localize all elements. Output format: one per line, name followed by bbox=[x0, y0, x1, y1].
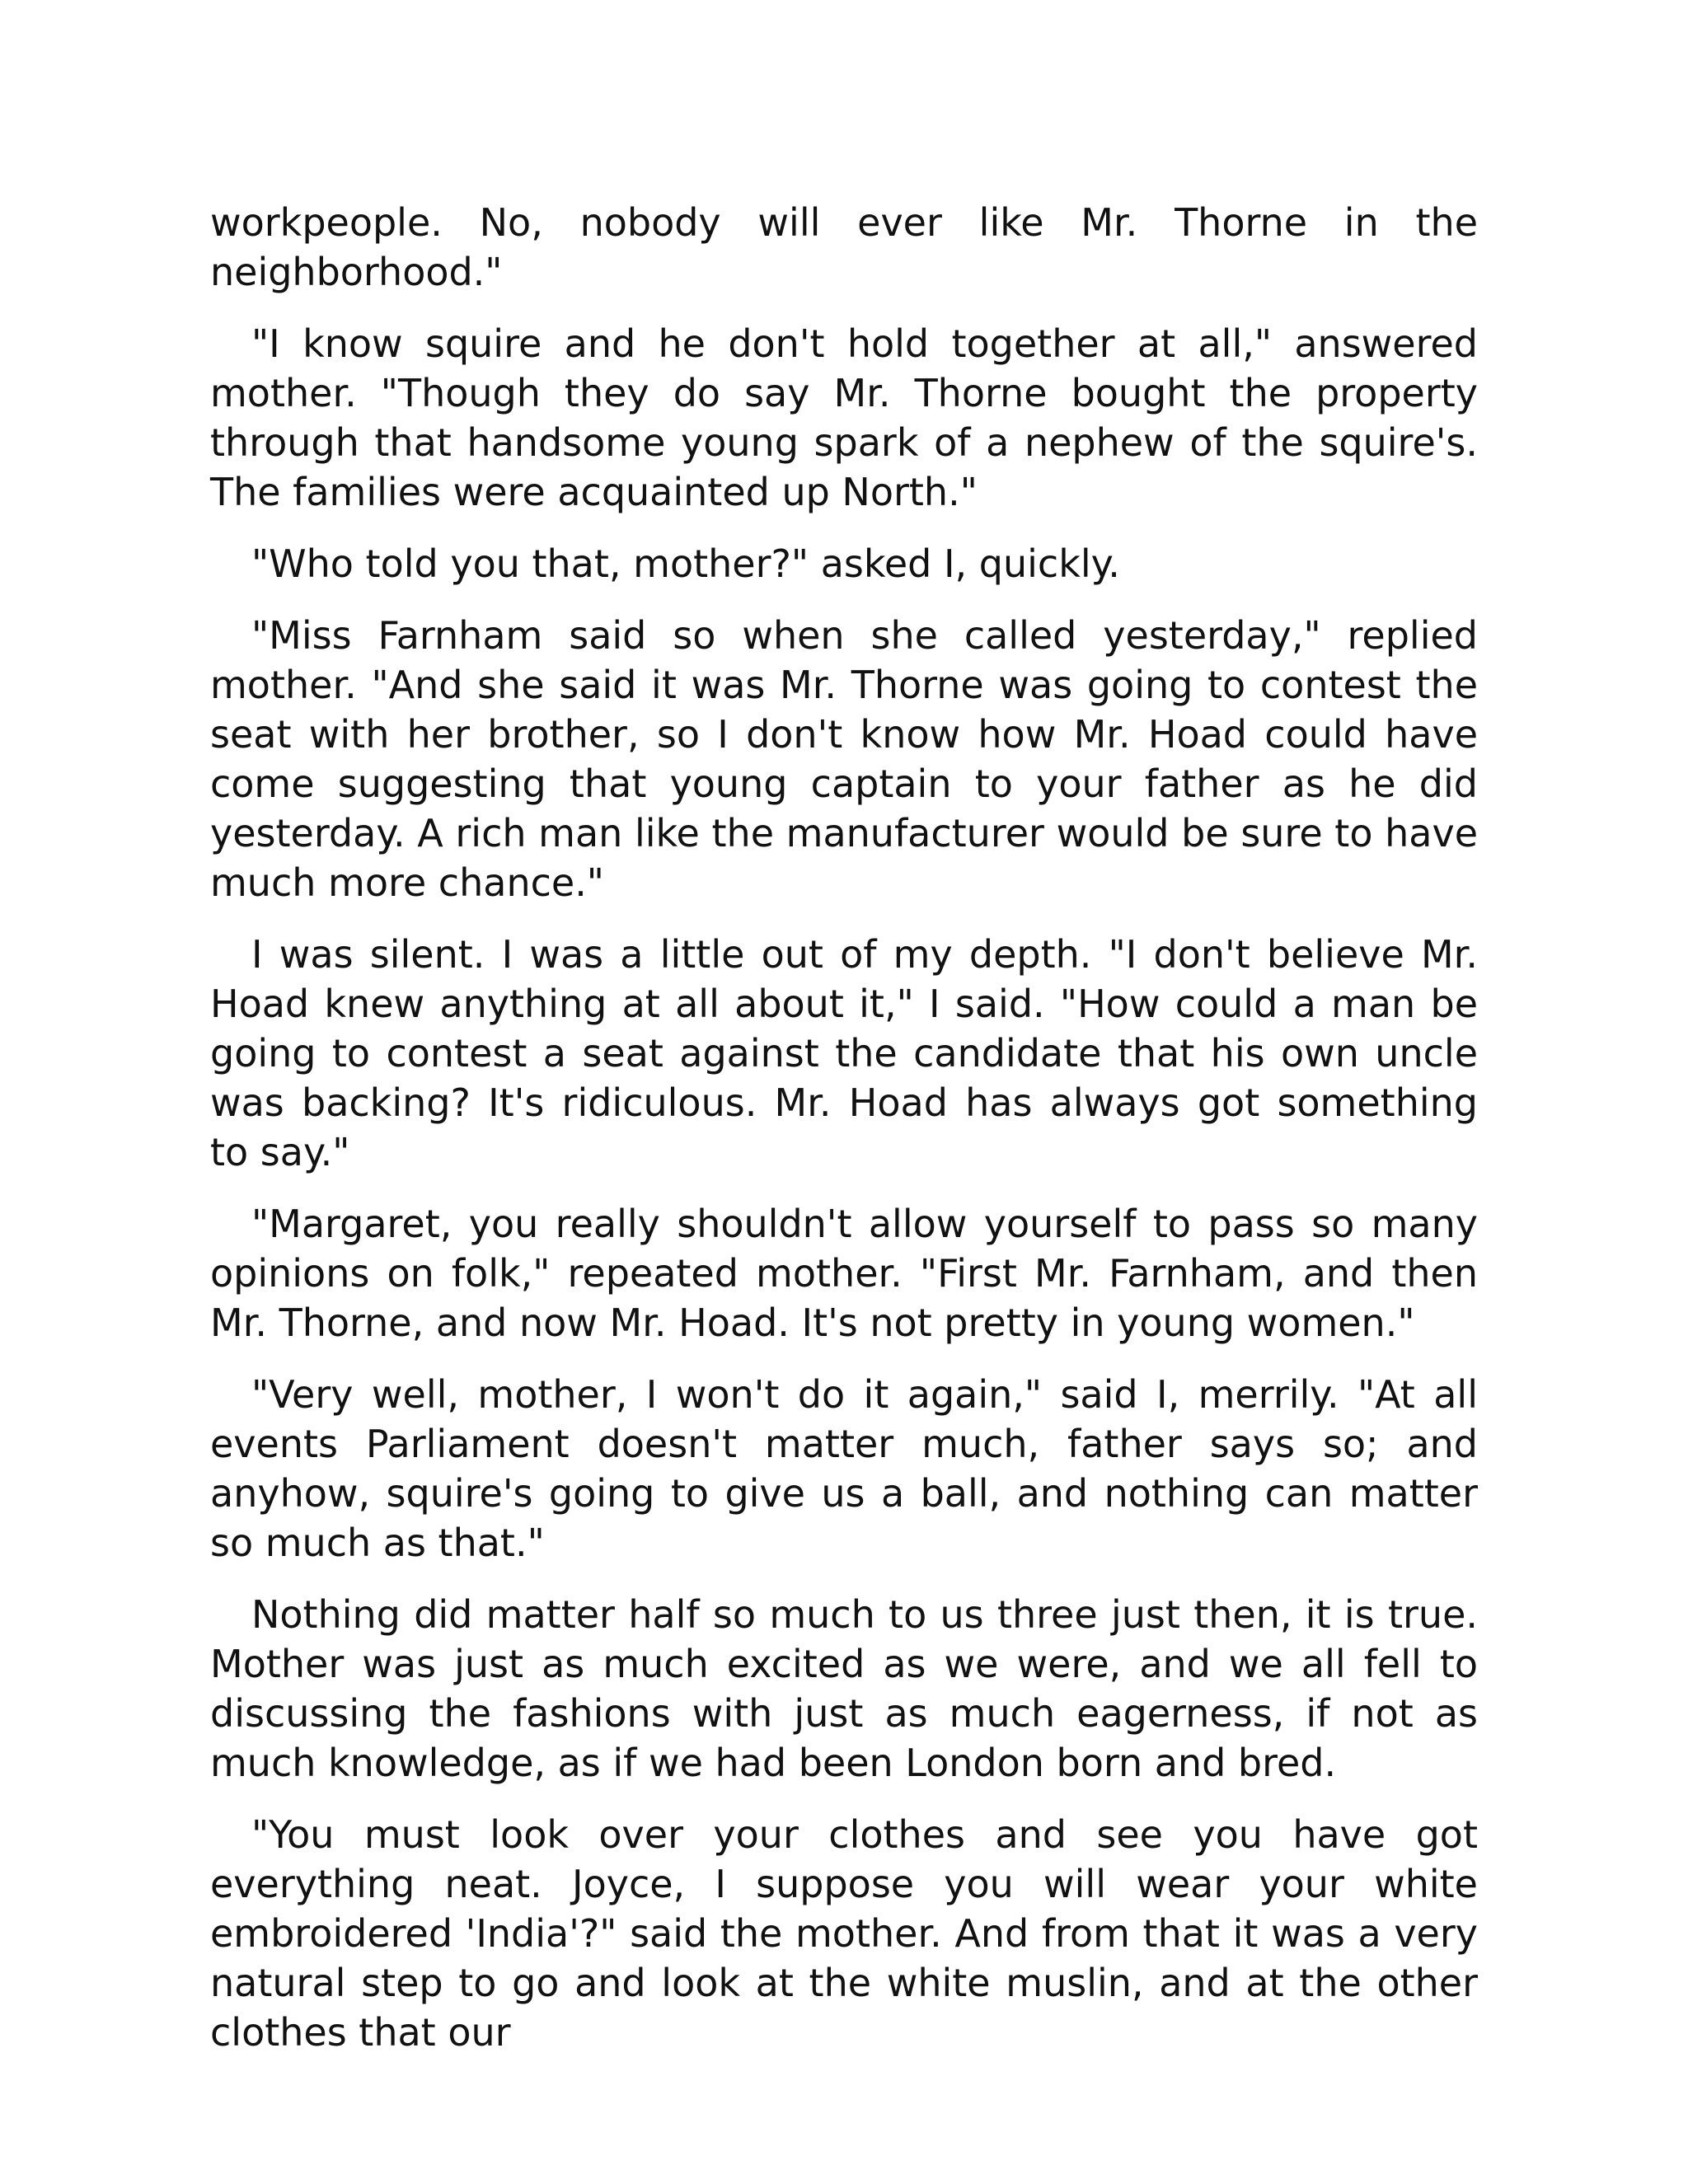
paragraph-9: "You must look over your clothes and see you have got everything neat. Joyce, I suppose you will wear your white embroidered 'India'?" said the mother. And from that it was a very natural step to go and look at the white muslin, and at the other clothes that our bbox=[210, 1812, 1478, 2055]
paragraph-2: "I know squire and he don't hold together at all," answered mother. "Though they do say Mr. Thorne bought the property through that handsome young spark of a nephew of the squire's. The families were acquainted up North." bbox=[210, 321, 1478, 514]
paragraph-5: I was silent. I was a little out of my depth. "I don't believe Mr. Hoad knew anything at all about it," I said. "How could a man be going to contest a seat against the candidate that his own uncle was backing? It's ridiculous. Mr. Hoad has always got something to say." bbox=[210, 932, 1478, 1174]
paragraph-3: "Who told you that, mother?" asked I, quickly. bbox=[251, 541, 1120, 586]
paragraph-4: "Miss Farnham said so when she called yesterday," replied mother. "And she said it was Mr. Thorne was going to contest the seat with her brother, so I don't know how Mr. Hoad could have come suggesting that young captain to your father as he did yesterday. A rich man like the manufacturer would be sure to have much more chance." bbox=[210, 613, 1478, 905]
paragraph-1: workpeople. No, nobody will ever like Mr. Thorne in the neighborhood." bbox=[210, 200, 1478, 294]
paragraph-7: "Very well, mother, I won't do it again," said I, merrily. "At all events Parliament doesn't matter much, father says so; and anyhow, squire's going to give us a ball, and nothing can matter so much as that." bbox=[210, 1372, 1478, 1565]
paragraph-8: Nothing did matter half so much to us three just then, it is true. Mother was just as much excited as we were, and we all fell to discussing the fashions with just as much eagerness, if not as much knowledge, as if we had been London born and bred. bbox=[210, 1592, 1478, 1785]
body-text bbox=[210, 198, 1478, 2079]
paragraph-6: "Margaret, you really shouldn't allow yourself to pass so many opinions on folk," repeated mother. "First Mr. Farnham, and then Mr. Thorne, and now Mr. Hoad. It's not pretty in young women." bbox=[210, 1202, 1478, 1345]
